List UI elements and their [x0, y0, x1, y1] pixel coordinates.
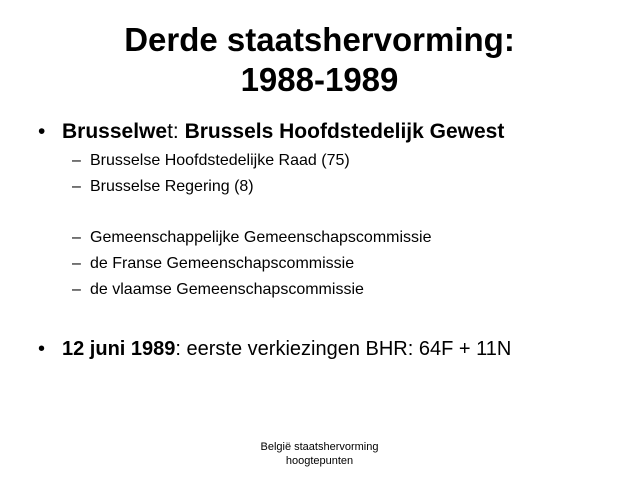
slide-title [0, 20, 639, 100]
footer-line-2: hoogtepunten [285, 455, 354, 467]
title-line-2: 1988-1989 [240, 61, 399, 98]
bullet-brusselwet [38, 120, 504, 144]
sub-item [72, 152, 350, 170]
sub-item-text: Brusselse Regering (8) [90, 178, 254, 195]
sub-item [72, 178, 254, 196]
sub-item-marker: – [72, 255, 81, 272]
sub-item-marker: – [72, 281, 81, 298]
sub-item-text: Brusselse Hoofdstedelijke Raad (75) [90, 152, 350, 169]
sub-item-marker: – [72, 178, 81, 195]
bullet-verkiezingen [38, 338, 511, 361]
sub-item-text: Gemeenschappelijke Gemeenschapscommissie [90, 229, 432, 246]
bullet-text: : eerste verkiezingen BHR: 64F + 11N [175, 338, 512, 360]
bullet-date: 12 juni 1989 [62, 338, 176, 360]
bullet-text-normal: t: [167, 120, 185, 143]
bullet-text-bold: Brusselwe [62, 120, 168, 143]
bullet-marker: • [38, 120, 46, 143]
sub-item [72, 229, 432, 247]
sub-item-text: de vlaamse Gemeenschapscommissie [90, 281, 364, 298]
footer-line-1: België staatshervorming [260, 441, 379, 453]
sub-item [72, 281, 364, 299]
bullet-text-bold-2: Brussels Hoofdstedelijk Gewest [184, 120, 505, 143]
sub-item-text: de Franse Gemeenschapscommissie [90, 255, 355, 272]
sub-item-marker: – [72, 152, 81, 169]
slide-footer [0, 440, 639, 468]
sub-item [72, 255, 354, 273]
sub-item-marker: – [72, 229, 81, 246]
bullet-marker: • [38, 338, 46, 360]
title-line-1: Derde staatshervorming: [124, 21, 515, 58]
